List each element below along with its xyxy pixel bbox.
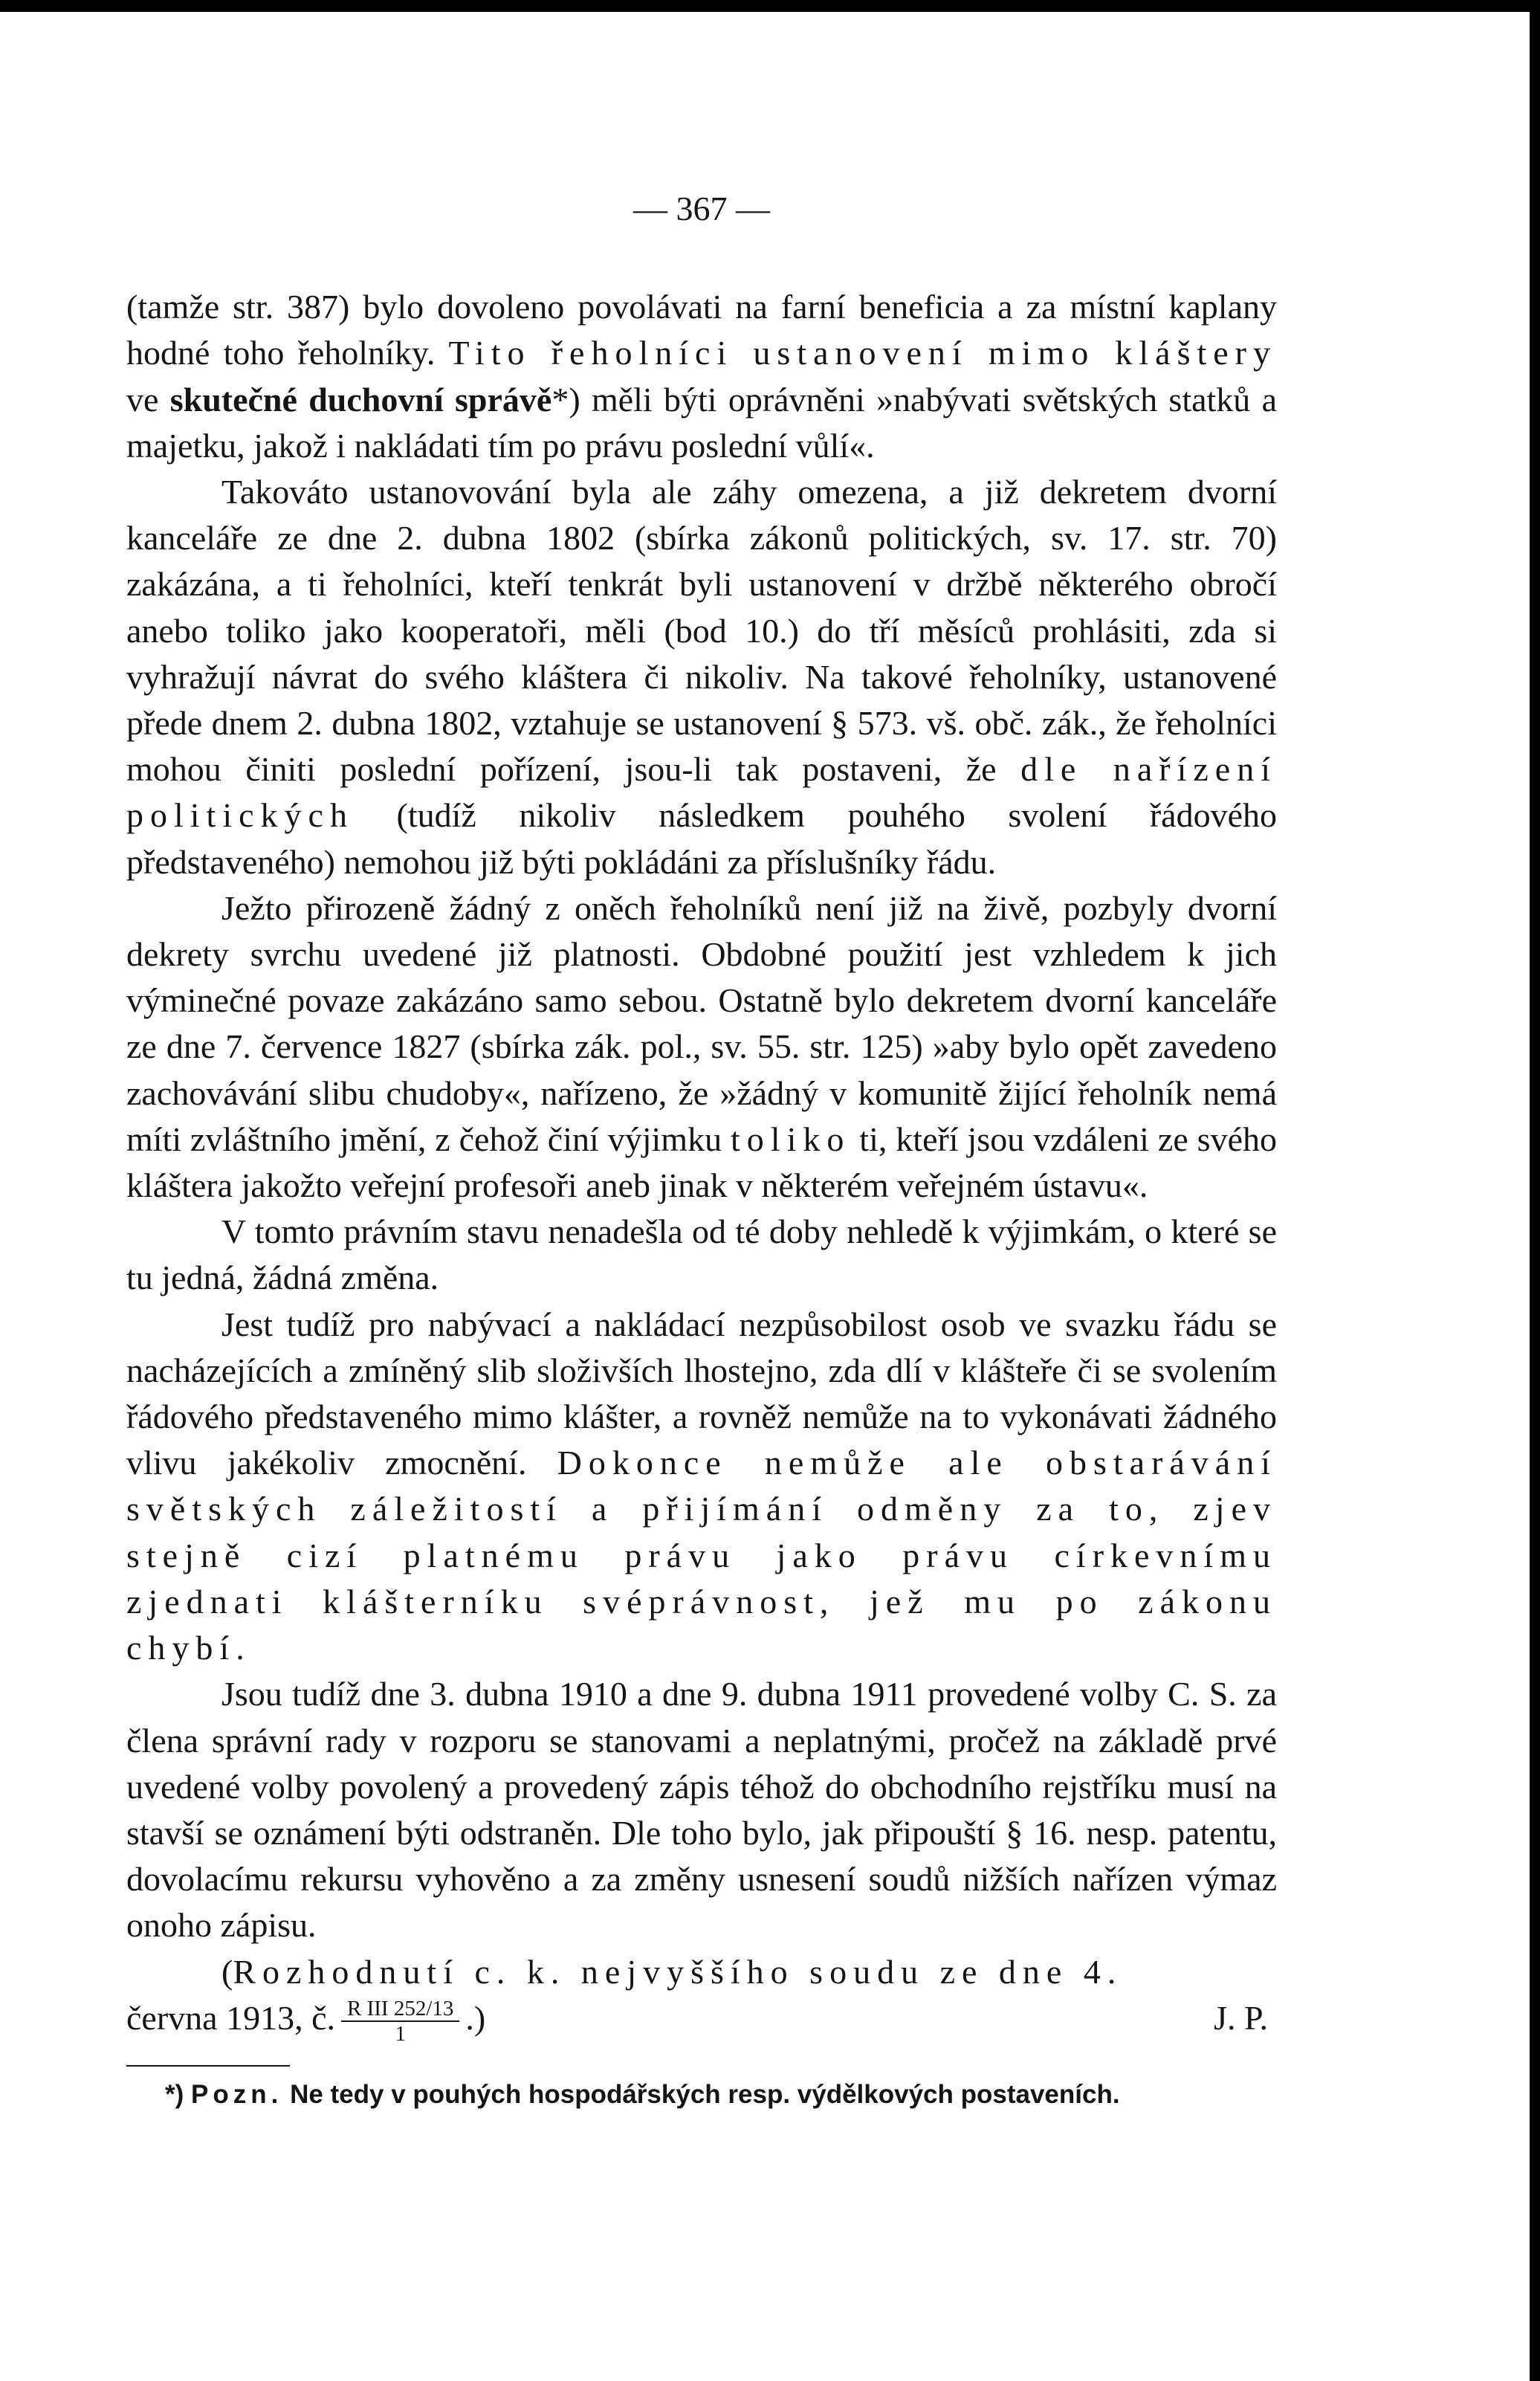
body-text <box>126 284 1277 1948</box>
case-number-fraction <box>341 1997 459 2046</box>
footnote-text: Ne tedy v pouhých hospodářských resp. výdělkových postaveních. <box>290 2080 1120 2110</box>
text-run: Ježto přirozeně žádný z oněch řeholníků není již na živě, pozbyly dvorní dekrety svrchu uvedené již platnosti. Obdobné použití jest vzhledem k jich výminečné povaze zakázáno samo sebou. Ostatně bylo dekretem dvorní kanceláře ze dne 7. července 1827 (sbírka zák. pol., sv. 55. str. 125) »aby bylo opět zavedeno zachovávání slibu chudoby«, nařízeno, že »žádný v komunitě žijící řeholník nemá míti zvláštního jmění, z čehož činí výjimku <box>126 888 1277 1158</box>
decision-citation-spaced: Rozhodnutí c. k. nejvyššího soudu ze dne 4. <box>233 1952 1123 1991</box>
footnote-divider <box>126 2065 290 2067</box>
text-run: Tito řeholníci ustanovení mimo kláštery <box>448 334 1277 372</box>
scan-border-right <box>1530 0 1540 2381</box>
footnote <box>165 2077 1277 2113</box>
text-run: *) měli býti oprávněni »nabývati světských statků a majetku, jakož i nakládati tím po právu poslední vůlí«. <box>126 380 1277 465</box>
decision-date: června 1913, č. $\frac{\text{R III 252/13}}{1}$ .) <box>126 1997 486 2046</box>
text-run: dle nařízení politických <box>126 750 1277 835</box>
paragraph-p6 <box>126 1671 1277 1948</box>
footnote-mark: *) <box>165 2080 184 2110</box>
paragraph-p3 <box>126 885 1277 1209</box>
decision-citation-line <box>126 1995 1277 2046</box>
text-run: (tamže str. 387) bylo dovoleno povolávati na farní beneficia a za místní kaplany hodné toho řeholníky. <box>126 288 1277 372</box>
author-signature: J. P. <box>1214 1998 1268 2037</box>
decision-citation: (Rozhodnutí c. k. nejvyššího soudu ze dne 4. <box>221 1952 1123 1991</box>
text-run: V tomto právním stavu nenadešla od té doby nehledě k výjimkám, o které se tu jedná, žádná změna. <box>126 1212 1277 1297</box>
text-run: ve <box>126 380 170 419</box>
scan-border-top <box>0 0 1540 12</box>
document-page <box>126 186 1277 2113</box>
paragraph-p2 <box>126 469 1277 885</box>
paragraph-p5 <box>126 1302 1277 1672</box>
text-run: ti, kteří jsou vzdáleni ze svého kláštera jakožto veřejní profesoři aneb jinak v některém veřejném ústavu«. <box>126 1120 1277 1205</box>
footnote-label: Pozn. <box>191 2080 283 2110</box>
text-run: toliko <box>731 1120 851 1158</box>
text-run: Jest tudíž pro nabývací a nakládací nezpůsobilost osob ve svazku řádu se nacházejících a zmíněný slib složivších lhostejno, zda dlí v klášteře či se svolením řádového představeného mimo klášter, a rovněž nemůže na to vykonávati žádného vlivu jakékoliv zmocnění. <box>126 1305 1277 1482</box>
case-number-denominator: 1 <box>395 2022 406 2046</box>
text-run: Dokonce nemůže ale obstarávání světských záležitostí a přijímání odměny za to, zjev stejně cizí platnému právu jako právu církevnímu zjednati klášterníku svéprávnost, jež mu po zákonu chybí. <box>126 1444 1277 1667</box>
case-number-numerator: R III 252/13 <box>341 1997 459 2022</box>
text-run: Jsou tudíž dne 3. dubna 1910 a dne 9. dubna 1911 provedené volby C. S. za člena správní rady v rozporu se stanovami a neplatnými, pročež na základě prvé uvedené volby povolený a provedený zápis téhož do obchodního rejstříku musí na stavší se oznámení býti odstraněn. Dle toho bylo, jak připouští § 16. nesp. patentu, dovolacímu rekursu vyhověno a za změny usnesení soudů nižších nařízen výmaz onoho zápisu. <box>126 1675 1277 1945</box>
text-run: skutečné duchovní správě <box>169 380 552 419</box>
paragraph-p1 <box>126 284 1277 469</box>
text-run: (tudíž nikoliv následkem pouhého svolení řádového představeného) nemohou již býti pokládáni za příslušníky řádu. <box>126 796 1277 881</box>
page-number: — 367 — <box>633 190 770 227</box>
paragraph-p4 <box>126 1209 1277 1301</box>
text-run: Takováto ustanovování byla ale záhy omezena, a již dekretem dvorní kanceláře ze dne 2. dubna 1802 (sbírka zákonů politických, sv. 17. str. 70) zakázána, a ti řeholníci, kteří tenkrát byli ustanovení v držbě některého obročí anebo toliko jako kooperatoři, měli (bod 10.) do tří měsíců prohlásiti, zda si vyhražují návrat do svého kláštera či nikoliv. Na takové řeholníky, ustanovené přede dnem 2. dubna 1802, vztahuje se ustanovení § 573. vš. obč. zák., že řeholníci mohou činiti poslední pořízení, jsou-li tak postaveni, že <box>126 473 1277 789</box>
